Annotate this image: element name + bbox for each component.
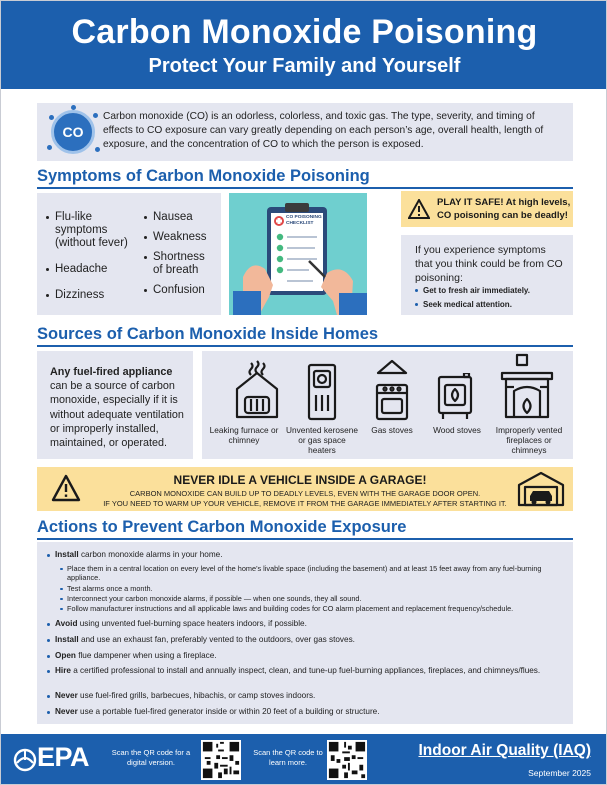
symptoms-heading: Symptoms of Carbon Monoxide Poisoning	[37, 167, 370, 185]
experience-item: Seek medical attention.	[423, 300, 512, 309]
source-label: Wood stoves	[433, 425, 481, 435]
warning-icon	[51, 474, 81, 502]
experience-panel	[401, 235, 573, 315]
garage-warning-banner	[37, 467, 573, 511]
co-molecule-icon: CO	[51, 110, 95, 154]
co-dot-icon	[95, 147, 100, 152]
garage-warning-title: NEVER IDLE A VEHICLE INSIDE A GARAGE!	[173, 473, 427, 487]
action-subitem: Place them in a central location on every level of the home’s livable space (including the basement) and at least 15 feet away from any fuel-burning appliance.	[67, 564, 563, 583]
action-item: Avoid using unvented fuel-burning space heaters indoors, if possible.	[55, 619, 563, 630]
garage-warning-line: IF YOU NEED TO WARM UP YOUR VEHICLE, REMOVE IT FROM THE GARAGE IMMEDIATELY AFTER STARTING IT.	[103, 499, 507, 508]
qr-code-learn-more[interactable]	[327, 740, 367, 780]
intro-panel	[37, 103, 573, 161]
actions-panel	[37, 542, 573, 724]
action-item: Install carbon monoxide alarms in your home.	[55, 550, 563, 561]
page-subtitle: Protect Your Family and Yourself	[148, 55, 461, 77]
fuel-appliance-text: Any fuel-fired appliance can be a source of carbon monoxide, especially if it is without adequate ventilation or improperly installed, maintained, or operated.	[50, 366, 184, 450]
intro-text: Carbon monoxide (CO) is an odorless, colorless, and toxic gas. The type, severity, and timing of effects to CO exposure can vary greatly depending on each person’s age, overall health, length of exposure, and the concentration of CO to which the person is exposed.	[103, 111, 544, 150]
action-subitem: Test alarms once a month.	[67, 584, 563, 593]
page-title: Carbon Monoxide Poisoning	[71, 13, 538, 51]
symptom-item: Headache	[55, 263, 143, 276]
garage-warning-line: CARBON MONOXIDE CAN BUILD UP TO DEADLY LEVELS, EVEN WITH THE GARAGE DOOR OPEN.	[129, 489, 481, 498]
section-divider	[37, 187, 573, 189]
symptom-item: Confusion	[153, 284, 217, 297]
source-label: Improperly vented fireplaces or chimneys	[495, 425, 563, 455]
action-item: Never use fuel-fired grills, barbecues, hibachis, or camp stoves indoors.	[55, 691, 563, 702]
action-item: Install and use an exhaust fan, preferably vented to the outdoors, over gas stoves.	[55, 635, 563, 646]
co-dot-icon	[93, 113, 98, 118]
action-subitem: Interconnect your carbon monoxide alarms, if possible — when one sounds, they all sound.	[67, 594, 563, 603]
epa-logo-icon	[13, 747, 37, 773]
iaq-program-title[interactable]: Indoor Air Quality (IAQ)	[418, 742, 591, 759]
co-dot-icon	[49, 115, 54, 120]
source-label: Unvented kerosene or gas space heaters	[286, 425, 358, 455]
symptoms-list-panel	[37, 193, 221, 315]
symptom-item: Dizziness	[55, 289, 143, 302]
experience-item: Get to fresh air immediately.	[423, 286, 530, 295]
section-divider	[37, 345, 573, 347]
warning-text: PLAY IT SAFE! At high levels, CO poisoning can be deadly!	[437, 197, 571, 221]
action-item: Hire a certified professional to install and annually inspect, clean, and tune-up fuel-burning appliances, fireplaces, and chimneys/flues.	[55, 666, 563, 677]
furnace-icon	[232, 359, 282, 419]
sources-heading: Sources of Carbon Monoxide Inside Homes	[37, 325, 379, 343]
fireplace-icon	[500, 353, 554, 419]
fuel-appliance-panel	[37, 351, 193, 459]
actions-heading: Actions to Prevent Carbon Monoxide Exposure	[37, 518, 407, 536]
checklist-illustration	[229, 193, 367, 315]
source-label: Leaking furnace or chimney	[209, 425, 279, 445]
action-item: Open flue dampener when using a fireplace.	[55, 651, 563, 662]
co-dot-icon	[47, 145, 52, 150]
action-item: Never use a portable fuel-fired generator inside or within 20 feet of a building or structure.	[55, 707, 563, 718]
wood-stove-icon	[436, 373, 474, 421]
header-banner	[1, 1, 607, 89]
qr-caption: Scan the QR code for a digital version.	[111, 748, 191, 767]
qr-caption: Scan the QR code to learn more.	[253, 748, 323, 767]
garage-car-icon	[517, 471, 565, 507]
play-it-safe-warning	[401, 191, 573, 227]
warning-icon	[408, 199, 430, 219]
co-dot-icon	[71, 105, 76, 110]
symptom-item: Nausea	[153, 211, 217, 224]
action-subitem: Follow manufacturer instructions and all applicable laws and building codes for CO alarm placement and replacement frequency/schedule.	[67, 604, 563, 613]
symptom-item: Shortness of breath	[153, 251, 217, 277]
footer-banner	[1, 734, 607, 785]
experience-text: If you experience symptoms that you think could be from CO poisoning:	[415, 244, 563, 284]
symptom-item: Flu-like symptoms (without fever)	[55, 211, 143, 250]
space-heater-icon	[306, 359, 338, 421]
checklist-title: CO POISONING CHECKLIST	[286, 215, 322, 226]
section-divider	[37, 538, 573, 540]
gas-stove-icon	[374, 359, 410, 421]
qr-code-digital[interactable]	[201, 740, 241, 780]
co-sources-panel	[202, 351, 573, 459]
symptom-item: Weakness	[153, 231, 217, 244]
epa-logo-text: EPA	[37, 742, 90, 772]
source-label: Gas stoves	[371, 425, 413, 435]
publication-date: September 2025	[528, 768, 591, 778]
